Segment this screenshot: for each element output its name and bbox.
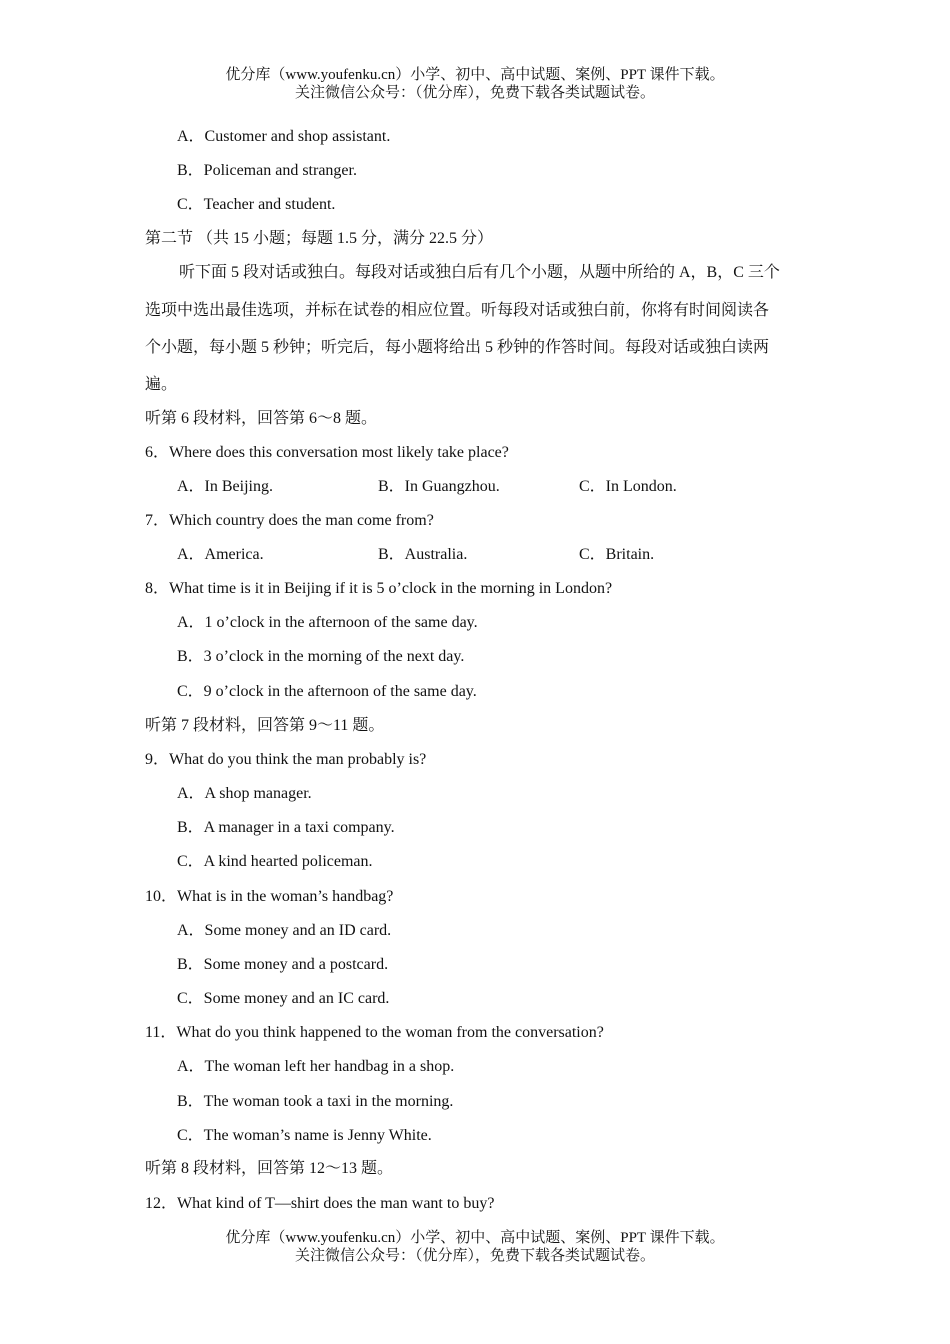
prev-option-c: C．Teacher and student. [177,196,336,213]
question-8-option-c: C．9 o’clock in the afternoon of the same day. [177,683,477,700]
question-7-stem: 7．Which country does the man come from? [145,512,434,529]
page-header [0,66,950,102]
question-6-option-c: C．In London. [579,478,677,495]
section-title: 第二节 （共 15 小题；每题 1.5 分，满分 22.5 分） [145,230,494,247]
question-11-option-b: B．The woman took a taxi in the morning. [177,1093,454,1110]
question-7-option-c: C．Britain. [579,546,655,563]
question-11-stem: 11．What do you think happened to the woman from the conversation? [145,1024,604,1041]
question-6-option-b: B．In Guangzhou. [378,478,500,495]
question-6-stem: 6．Where does this conversation most likely take place? [145,444,509,461]
question-9-option-b: B．A manager in a taxi company. [177,819,395,836]
question-9-option-c: C．A kind hearted policeman. [177,853,373,870]
group-7-label: 听第 7 段材料，回答第 9～11 题。 [145,717,385,734]
footer-line-1: 优分库（www.youfenku.cn）小学、初中、高中试题、案例、PPT 课件下载。 [225,1230,725,1246]
question-10-option-a: A．Some money and an ID card. [177,922,392,939]
header-line-2: 关注微信公众号：（优分库），免费下载各类试题试卷。 [294,85,655,101]
instructions-line-1: 听下面 5 段对话或独白。每段对话或独白后有几个小题，从题中所给的 A，B，C 三个 [179,264,780,281]
question-10-option-c: C．Some money and an IC card. [177,990,390,1007]
instructions-line-3: 个小题，每小题 5 秒钟；听完后，每小题将给出 5 秒钟的作答时间。每段对话或独白读两 [145,339,770,356]
question-9-stem: 9．What do you think the man probably is? [145,751,427,768]
question-8-option-b: B．3 o’clock in the morning of the next day. [177,648,465,665]
question-7-option-b: B．Australia. [378,546,468,563]
question-6-option-a: A．In Beijing. [177,478,273,495]
instructions-line-4: 遍。 [145,376,178,393]
prev-option-b: B．Policeman and stranger. [177,162,357,179]
question-10-stem: 10．What is in the woman’s handbag? [145,888,394,905]
question-7-option-a: A．America. [177,546,264,563]
question-11-option-a: A．The woman left her handbag in a shop. [177,1058,455,1075]
group-8-label: 听第 8 段材料，回答第 12～13 题。 [145,1160,394,1177]
instructions-line-2: 选项中选出最佳选项，并标在试卷的相应位置。听每段对话或独白前，你将有时间阅读各 [145,302,770,319]
question-10-option-b: B．Some money and a postcard. [177,956,389,973]
question-11-option-c: C．The woman’s name is Jenny White. [177,1127,432,1144]
question-9-option-a: A．A shop manager. [177,785,312,802]
question-8-stem: 8．What time is it in Beijing if it is 5 o’clock in the morning in London? [145,580,613,597]
page-footer [0,1229,950,1265]
header-line-1: 优分库（www.youfenku.cn）小学、初中、高中试题、案例、PPT 课件下载。 [225,67,725,83]
question-12-stem: 12．What kind of T—shirt does the man want to buy? [145,1195,495,1212]
group-6-label: 听第 6 段材料，回答第 6～8 题。 [145,410,378,427]
footer-line-2: 关注微信公众号：（优分库），免费下载各类试题试卷。 [294,1248,655,1264]
prev-option-a: A．Customer and shop assistant. [177,128,391,145]
question-8-option-a: A．1 o’clock in the afternoon of the same day. [177,614,478,631]
